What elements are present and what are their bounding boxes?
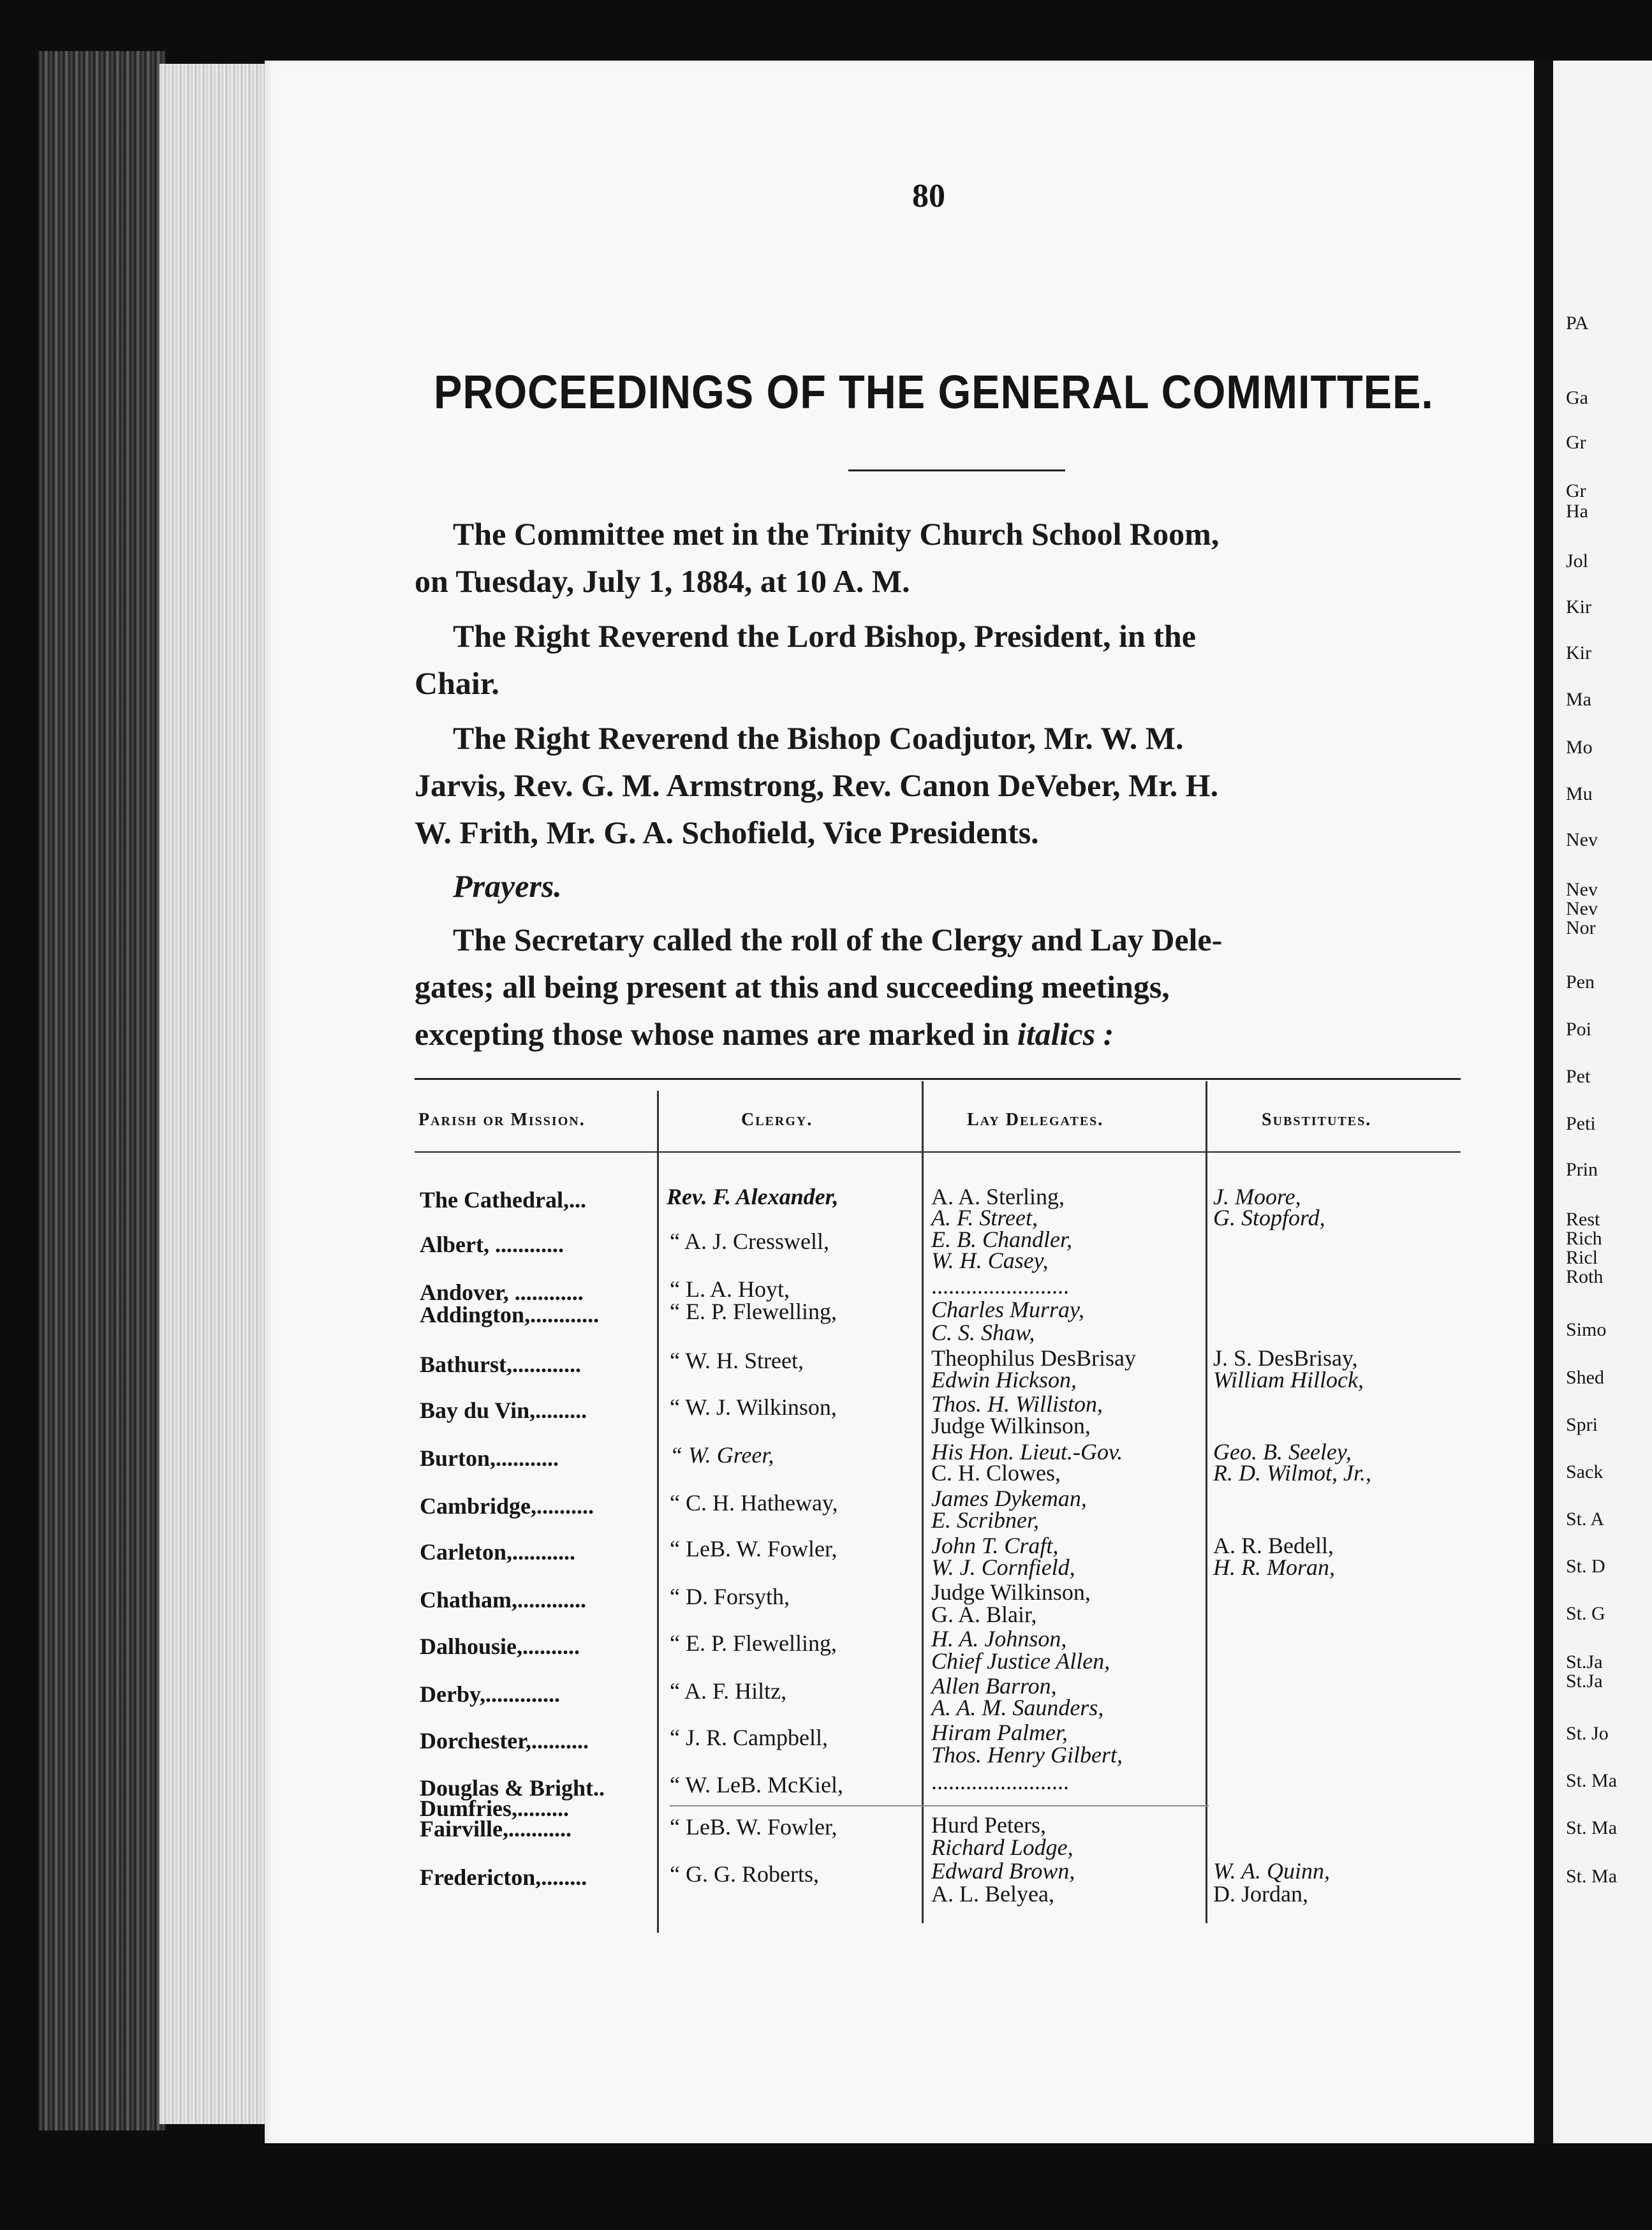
lay-delegate-cell: E. Scribner, [931,1507,1039,1533]
facing-page-line: St. Ma [1566,1817,1618,1838]
text-run: excepting those whose names are marked in [415,1016,1017,1052]
facing-page-line: Nev [1566,829,1598,850]
lay-delegate-cell: Allen Barron, [931,1673,1057,1699]
facing-page-line: Spri [1566,1414,1598,1435]
facing-page-line: Kir [1566,642,1591,663]
paragraph-roll-call [415,916,1461,1058]
text-line: The Committee met in the Trinity Church School Room, [453,516,1220,552]
lay-delegate-cell: A. L. Belyea, [931,1881,1054,1907]
facing-page-line: Rest [1566,1209,1600,1230]
lay-delegate-cell: W. J. Cornfield, [931,1554,1075,1580]
parish-cell: Andover, ............ [420,1280,584,1305]
facing-page-line: St.Ja [1566,1671,1603,1692]
text-line: W. Frith, Mr. G. A. Schofield, Vice Presidents. [415,815,1039,850]
facing-page-line: St. Ma [1566,1866,1618,1887]
facing-page-line: Roth [1566,1266,1604,1287]
facing-page-line: St. A [1566,1509,1605,1530]
substitute-cell: W. A. Quinn, [1213,1858,1331,1884]
page-number: 80 [912,178,945,214]
clergy-cell: “ LeB. W. Fowler, [670,1814,837,1840]
clergy-cell: “ D. Forsyth, [670,1584,790,1609]
parish-cell: Addington,............ [420,1302,600,1327]
text-line [415,1010,1461,1058]
lay-delegate-cell: Thos. H. Williston, [931,1391,1103,1417]
substitute-cell: D. Jordan, [1213,1881,1308,1907]
parish-cell: Douglas & Bright.. [420,1775,605,1801]
lay-delegate-cell: ........................ [931,1273,1069,1299]
lay-delegate-cell: James Dykeman, [931,1486,1087,1511]
lay-delegate-cell: A. F. Street, [931,1205,1038,1230]
facing-page-line: Ricl [1566,1247,1598,1268]
substitute-cell: H. R. Moran, [1213,1554,1335,1580]
substitute-cell: William Hillock, [1213,1367,1364,1392]
parish-cell: Albert, ............ [420,1232,564,1257]
facing-page-line: Peti [1566,1113,1596,1134]
substitute-cell: Geo. B. Seeley, [1213,1439,1352,1465]
lay-delegate-cell: Charles Murray, [931,1297,1085,1322]
parish-cell: Bathurst,............ [420,1352,582,1377]
facing-page-line: Gr [1566,432,1586,453]
clergy-cell: “ W. H. Street, [670,1348,804,1373]
facing-page-line: Poi [1566,1019,1592,1040]
lay-delegate-cell: John T. Craft, [931,1533,1059,1558]
clergy-cell: “ G. G. Roberts, [670,1861,819,1887]
text-line: on Tuesday, July 1, 1884, at 10 A. M. [415,563,910,599]
substitute-cell: R. D. Wilmot, Jr., [1213,1460,1371,1486]
text-line: The Right Reverend the Lord Bishop, President, in the [453,618,1196,654]
table-header-rule [415,1151,1461,1153]
column-header-lay-delegates: Lay Delegates. [967,1110,1104,1130]
lay-delegate-cell: Edward Brown, [931,1858,1075,1884]
facing-page-line: Sack [1566,1461,1604,1482]
text-line: The Right Reverend the Bishop Coadjutor, Mr. W. M. [453,720,1184,756]
lay-delegate-cell: ........................ [931,1769,1069,1794]
lay-delegate-cell: Thos. Henry Gilbert, [931,1742,1123,1768]
parish-cell: Derby,............. [420,1681,560,1707]
facing-page-line: Prin [1566,1159,1598,1180]
parish-cell: Dorchester,.......... [420,1728,589,1754]
lay-delegate-cell: C. H. Clowes, [931,1460,1061,1486]
facing-page-line: Pen [1566,971,1595,993]
book-page-edges [38,51,166,2130]
substitute-cell: A. R. Bedell, [1213,1533,1334,1558]
facing-page-line: Gr [1566,480,1586,501]
table-top-rule [415,1078,1461,1080]
lay-delegate-cell: A. A. M. Saunders, [931,1695,1104,1720]
facing-page-line: Rich [1566,1228,1602,1249]
clergy-cell: “ W. J. Wilkinson, [670,1394,837,1420]
facing-page-line: PA [1566,313,1589,334]
parish-cell: Fredericton,........ [420,1864,587,1890]
lay-delegate-cell: Edwin Hickson, [931,1367,1077,1392]
clergy-cell: “ A. J. Cresswell, [670,1229,829,1254]
heading-rule [848,469,1065,471]
column-divider [1206,1081,1207,1923]
parish-cell: Bay du Vin,......... [420,1398,587,1423]
lay-delegate-cell: C. S. Shaw, [931,1320,1035,1345]
column-header-substitutes: Substitutes. [1262,1110,1372,1130]
facing-page-line: Ga [1566,387,1588,408]
clergy-cell: “ W. Greer, [670,1442,774,1468]
clergy-cell: “ J. R. Campbell, [670,1725,828,1750]
text-line: Jarvis, Rev. G. M. Armstrong, Rev. Canon DeVeber, Mr. H. [415,767,1219,803]
substitute-cell: J. Moore, [1213,1184,1301,1209]
lay-delegate-cell: E. B. Chandler, [931,1227,1072,1252]
lay-delegate-cell: Chief Justice Allen, [931,1648,1110,1674]
facing-page-line: St. Ma [1566,1770,1618,1791]
paragraph-meeting [415,510,1461,605]
facing-page-line: Mo [1566,737,1593,758]
clergy-cell: “ A. F. Hiltz, [670,1678,787,1704]
lay-delegate-cell: Hurd Peters, [931,1812,1046,1838]
parish-cell: Dumfries,......... [420,1796,569,1821]
parish-cell: Cambridge,.......... [420,1493,594,1519]
facing-page-line: Kir [1566,596,1591,617]
facing-page-line: Nev [1566,879,1598,900]
lay-delegate-cell: Judge Wilkinson, [931,1579,1091,1605]
column-divider [657,1091,659,1933]
substitute-cell: G. Stopford, [1213,1205,1325,1230]
facing-page-line: Nev [1566,898,1598,919]
paragraph-chair [415,612,1461,707]
parish-cell: Burton,........... [420,1445,559,1471]
parish-cell: Carleton,........... [420,1539,575,1565]
parish-cell: Fairville,........... [420,1816,572,1842]
lay-delegate-cell: A. A. Sterling, [931,1184,1065,1209]
clergy-cell: Rev. F. Alexander, [667,1184,839,1209]
lay-delegate-cell: W. H. Casey, [931,1248,1049,1273]
parish-cell: Dalhousie,.......... [420,1634,580,1659]
text-line: The Secretary called the roll of the Clergy and Lay Dele- [453,922,1223,957]
clergy-cell: “ L. A. Hoyt, [670,1276,790,1302]
facing-page-line: Ha [1566,501,1588,522]
book-gutter [1534,61,1553,2143]
facing-page-line: Pet [1566,1066,1591,1087]
column-header-parish: Parish or Mission. [418,1110,586,1130]
facing-page-line: St.Ja [1566,1651,1603,1672]
lay-delegate-cell: Judge Wilkinson, [931,1413,1091,1438]
paragraph-vice-presidents [415,714,1461,856]
facing-page-line: Ma [1566,689,1591,710]
text-run-italic: italics : [1017,1016,1114,1052]
lay-delegate-cell: G. A. Blair, [931,1602,1037,1627]
text-line: gates; all being present at this and succeeding meetings, [415,969,1170,1005]
lay-delegate-cell: H. A. Johnson, [931,1626,1067,1651]
lay-delegate-cell: Hiram Palmer, [931,1720,1068,1745]
page-heading: PROCEEDINGS OF THE GENERAL COMMITTEE. [434,366,1434,418]
facing-page-line: St. G [1566,1603,1605,1624]
facing-page-line: St. Jo [1566,1723,1609,1744]
lay-delegate-cell: Theophilus DesBrisay [931,1345,1136,1371]
facing-page-line: Mu [1566,783,1593,804]
substitute-cell: J. S. DesBrisay, [1213,1345,1358,1371]
lay-delegate-cell: His Hon. Lieut.-Gov. [931,1439,1123,1465]
facing-page-line: Simo [1566,1319,1607,1340]
dotted-divider [670,1805,1209,1806]
column-header-clergy: Clergy. [741,1110,813,1130]
facing-page-line: Shed [1566,1367,1604,1388]
clergy-cell: “ E. P. Flewelling, [670,1299,837,1324]
delegates-table [415,1078,1461,1952]
clergy-cell: “ W. LeB. McKiel, [670,1772,843,1798]
paragraph-prayers [415,862,1461,910]
lay-delegate-cell: Richard Lodge, [931,1835,1073,1860]
parish-cell: Chatham,............ [420,1587,587,1613]
facing-page-line: Jol [1566,550,1589,572]
text-line: Prayers. [453,868,562,904]
text-line: Chair. [415,665,499,701]
parish-cell: The Cathedral,... [420,1187,586,1213]
facing-page [1553,61,1652,2143]
facing-page-line: Nor [1566,917,1596,938]
facing-page-line: St. D [1566,1556,1605,1577]
column-divider [922,1081,924,1923]
clergy-cell: “ C. H. Hatheway, [670,1490,838,1516]
clergy-cell: “ LeB. W. Fowler, [670,1536,837,1562]
clergy-cell: “ E. P. Flewelling, [670,1630,837,1656]
